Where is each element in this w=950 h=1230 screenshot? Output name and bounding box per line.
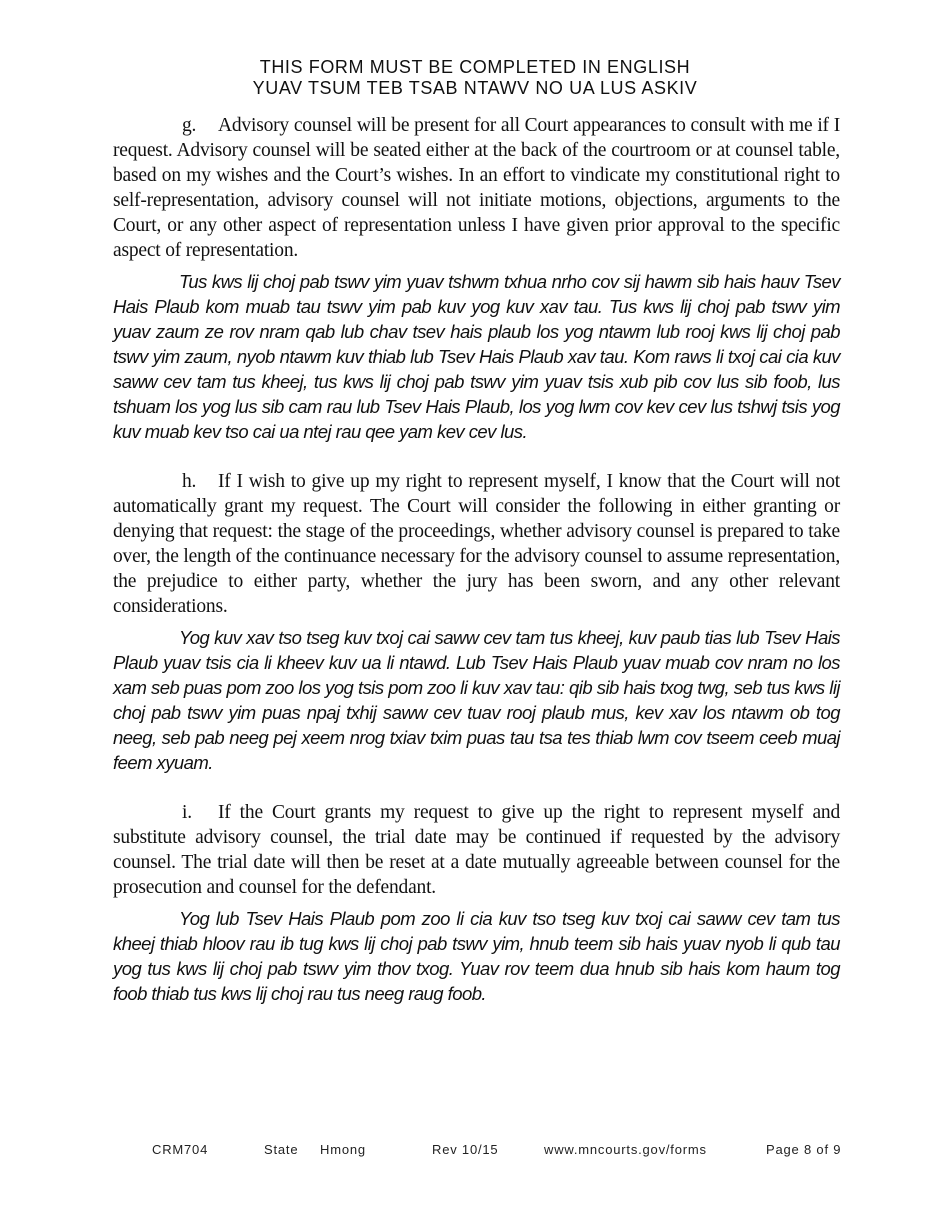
item-label-h: h.: [182, 471, 197, 492]
section-h: [113, 469, 840, 775]
header-hmong-notice: YUAV TSUM TEB TSAB NTAWV NO UA LUS ASKIV: [252, 78, 698, 98]
item-label-g: g.: [182, 115, 197, 136]
section-g: [113, 113, 840, 444]
footer-revision: Rev 10/15: [432, 1142, 499, 1157]
document-body: [113, 113, 840, 1006]
item-label-i: i.: [182, 802, 192, 823]
english-paragraph-g: [113, 113, 840, 263]
footer-page-number: Page 8 of 9: [766, 1142, 842, 1157]
english-paragraph-h: [113, 469, 840, 619]
hmong-paragraph-i: Yog lub Tsev Hais Plaub pom zoo li cia kuv tso tseg kuv txoj cai saww cev tam tus kheej thiab hloov rau ib tug kws lij choj pab tswv yim, hnub teem sib hais yuav nyob li qub tau yog tus kws lij choj pab tswv yim thov txog. Yuav rov teem dua hnub sib hais kom haum tog foob thiab tus kws lij choj rau tus neeg raug foob.: [113, 908, 840, 1004]
form-header: [0, 57, 950, 99]
header-english-notice: THIS FORM MUST BE COMPLETED IN ENGLISH: [259, 57, 691, 77]
english-text-g: Advisory counsel will be present for all Court appearances to consult with me if I request. Advisory counsel will be seated either at the back of the courtroom or at counsel table, based on my wishes and the Court’s wishes. In an effort to vindicate my constitutional right to self-representation, advisory counsel will not initiate motions, objections, arguments to the Court, or any other aspect of representation unless I have given prior approval to the specific aspect of representation.: [113, 115, 840, 261]
hmong-paragraph-g: Tus kws lij choj pab tswv yim yuav tshwm txhua nrho cov sij hawm sib hais hauv Tsev Hais Plaub kom muab tau tswv yim pab kuv yog kuv xav tau. Tus kws lij choj pab tswv yim yuav zaum ze rov nram qab lub chav tsev hais plaub los yog ntawm lub rooj kws lij choj pab tswv yim zaum, nyob ntawm kuv thiab lub Tsev Hais Plaub xav tau. Kom raws li txoj cai cia kuv saww cev tam tus kheej, tus kws lij choj pab tswv yim yuav tsis xub pib cov lus sib foob, lus tshuam los yog lus sib cam rau lub Tsev Hais Plaub, los yog lwm cov kev cev lus tshwj tsis yog kuv muab kev tso cai ua ntej rau qee yam kev cev lus.: [113, 271, 840, 442]
section-spacer: [113, 775, 840, 800]
footer-form-id: CRM704: [152, 1142, 209, 1157]
english-paragraph-i: [113, 800, 840, 900]
english-text-i: If the Court grants my request to give up the right to represent myself and substitute advisory counsel, the trial date may be continued if requested by the advisory counsel. The trial date will then be reset at a date mutually agreeable between counsel for the prosecution and counsel for the defendant.: [113, 802, 840, 898]
hmong-paragraph-h: Yog kuv xav tso tseg kuv txoj cai saww cev tam tus kheej, kuv paub tias lub Tsev Hais Plaub yuav tsis cia li kheev kuv ua li ntawd. Lub Tsev Hais Plaub yuav muab cov nram no los xam seb puas pom zoo los yog tsis pom zoo li kuv xav tau: qib sib hais txog twg, seb tus kws lij choj pab tswv yim puas npaj txhij saww cev tuav rooj plaub mus, kev xav los ntawm ob tog neeg, seb pab neeg pej xeem nrog txiav txim puas tau tsa tes thiab lwm cov tseem ceeb muaj feem xyuam.: [113, 627, 840, 773]
footer-state: State: [264, 1142, 299, 1157]
page-footer: [0, 1142, 950, 1160]
section-i: [113, 800, 840, 1006]
english-text-h: If I wish to give up my right to represent myself, I know that the Court will not automatically grant my request. The Court will consider the following in either granting or denying that request: the stage of the proceedings, whether advisory counsel is prepared to take over, the length of the continuance necessary for the advisory counsel to assume representation, the prejudice to either party, whether the jury has been sworn, and any other relevant considerations.: [113, 471, 840, 617]
footer-url[interactable]: www.mncourts.gov/forms: [544, 1142, 707, 1157]
section-spacer: [113, 444, 840, 469]
footer-language: Hmong: [320, 1142, 366, 1157]
